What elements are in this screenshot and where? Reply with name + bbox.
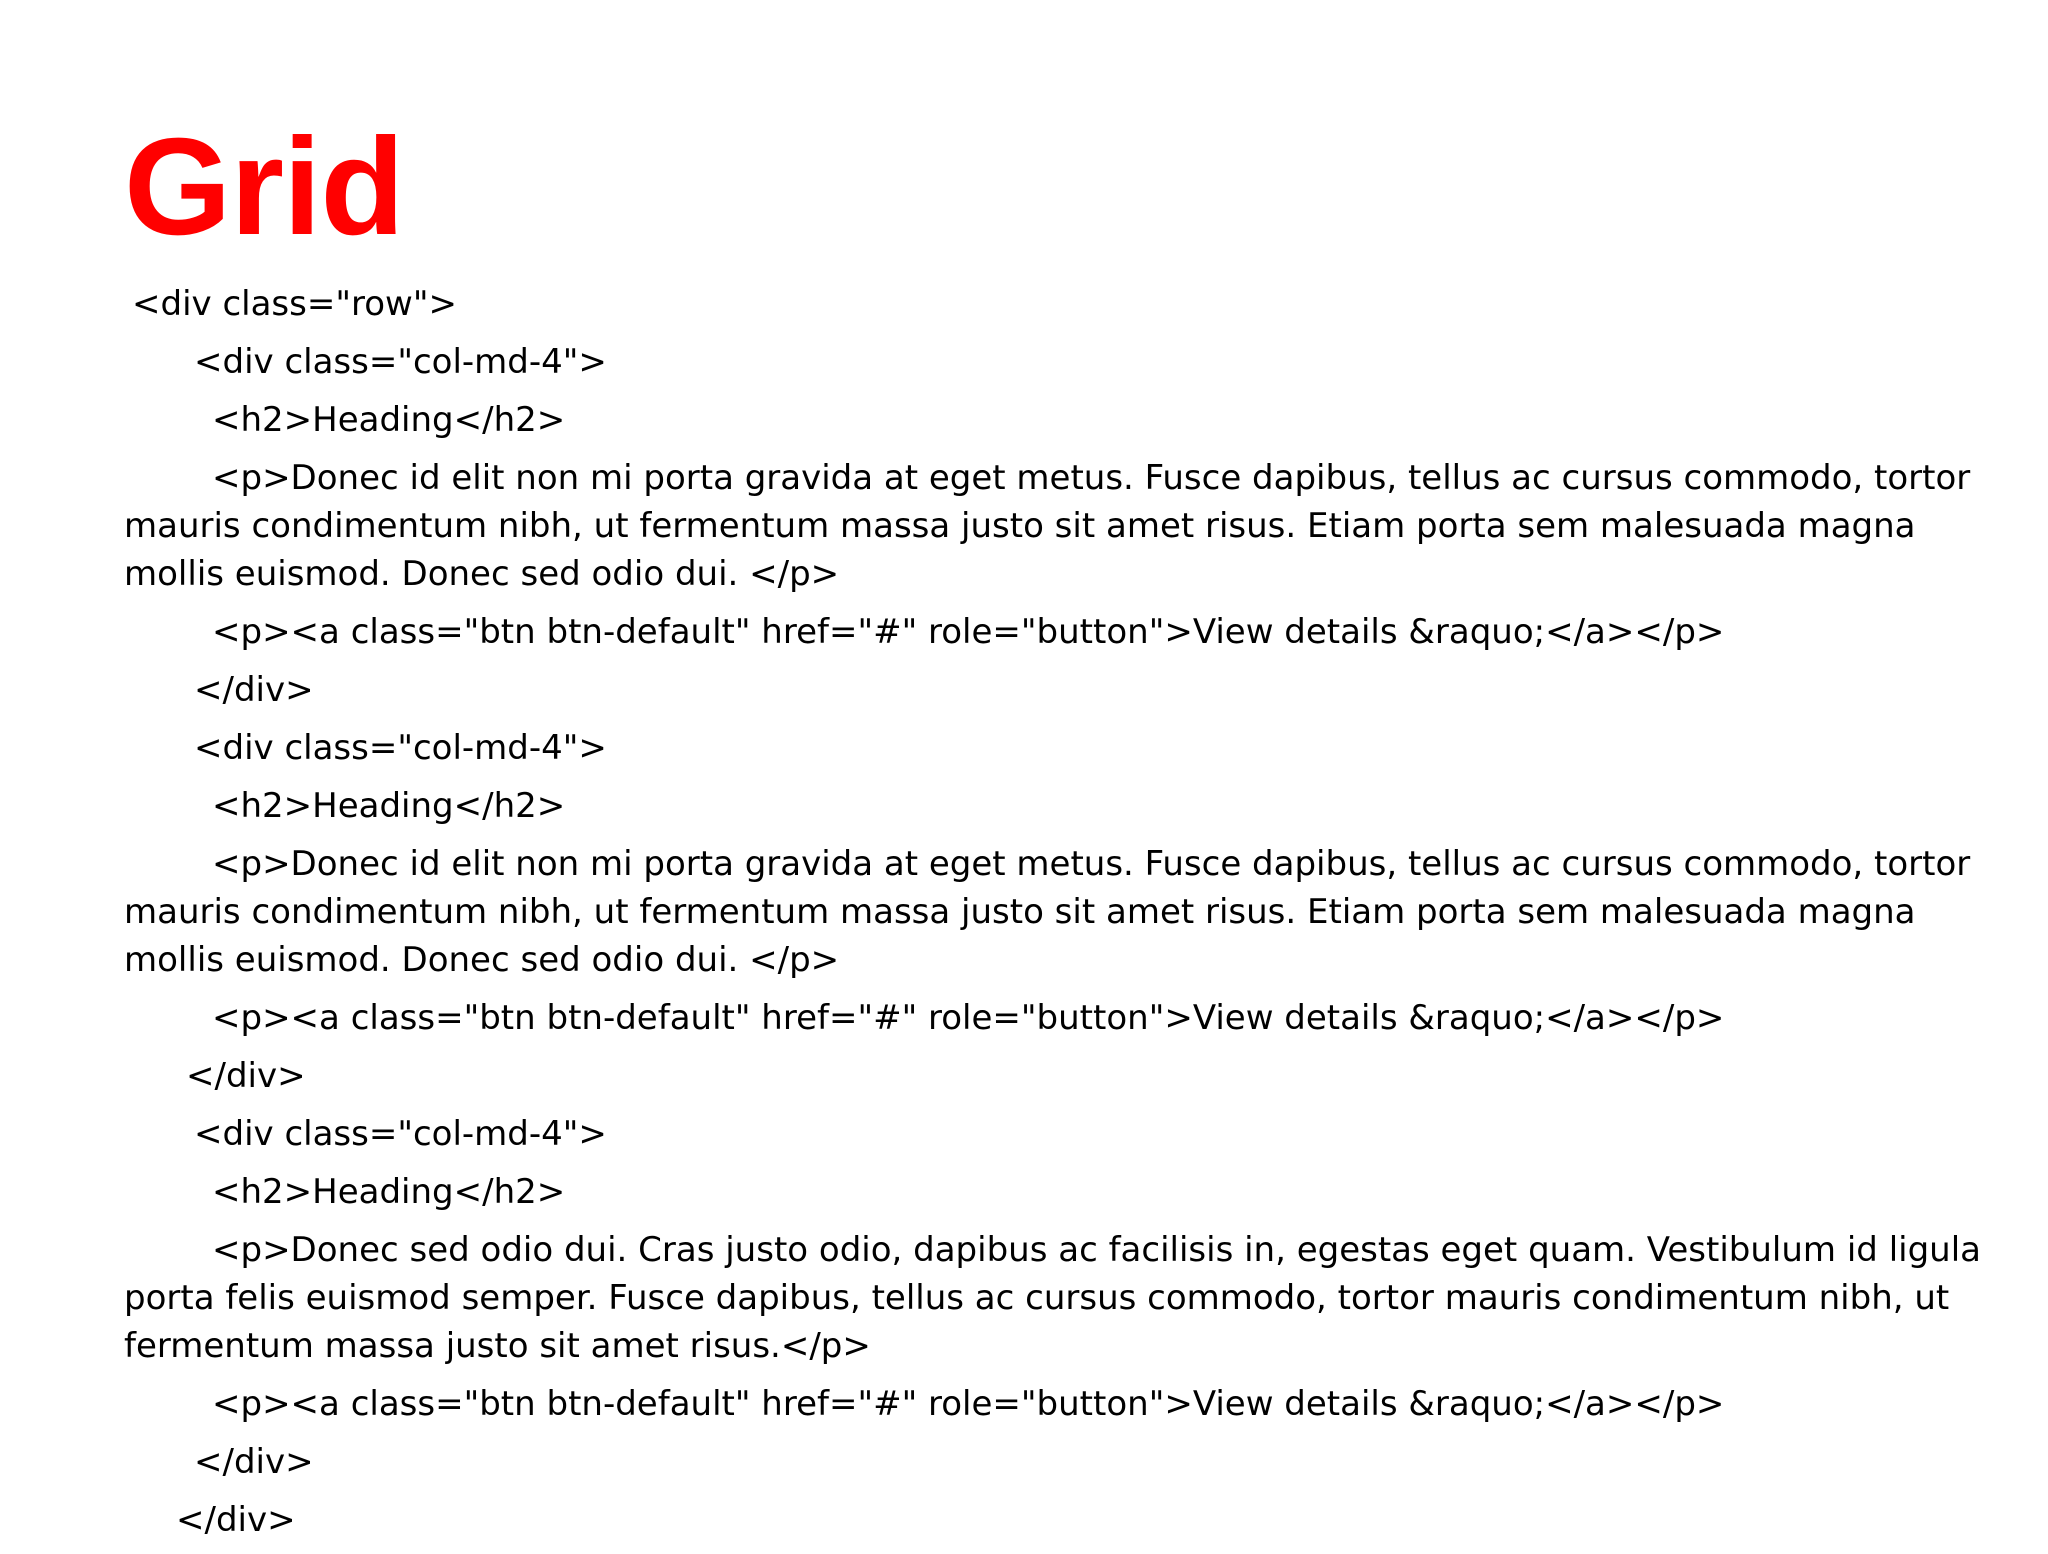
code-line: <p>Donec id elit non mi porta gravida at eget metus. Fusce dapibus, tellus ac cursus commodo, tortor mauris condimentum nibh, ut fermentum massa justo sit amet risus. Etiam porta sem malesuada magna mollis euismod. Donec sed odio dui. </p> [124, 458, 1982, 594]
code-line: </div> [194, 1442, 314, 1482]
code-line: <h2>Heading</h2> [212, 786, 566, 826]
code-line: <p><a class="btn btn-default" href="#" role="button">View details &raquo;</a></p> [212, 1384, 1725, 1424]
code-listing [124, 280, 2004, 1554]
code-line: <div class="row"> [132, 284, 457, 324]
code-line: <h2>Heading</h2> [212, 400, 566, 440]
code-line: <p>Donec id elit non mi porta gravida at eget metus. Fusce dapibus, tellus ac cursus commodo, tortor mauris condimentum nibh, ut fermentum massa justo sit amet risus. Etiam porta sem malesuada magna mollis euismod. Donec sed odio dui. </p> [124, 844, 1982, 980]
code-line: <p><a class="btn btn-default" href="#" role="button">View details &raquo;</a></p> [212, 998, 1725, 1038]
code-line: <p><a class="btn btn-default" href="#" role="button">View details &raquo;</a></p> [212, 612, 1725, 652]
code-line: <p>Donec sed odio dui. Cras justo odio, dapibus ac facilisis in, egestas eget quam. Vestibulum id ligula porta felis euismod semper. Fusce dapibus, tellus ac cursus commodo, tortor mauris condimentum nibh, ut fermentum massa justo sit amet risus.</p> [124, 1230, 1992, 1366]
code-line: <h2>Heading</h2> [212, 1172, 566, 1212]
code-line: </div> [194, 670, 314, 710]
code-line: <div class="col-md-4"> [194, 1114, 607, 1154]
code-line: <div class="col-md-4"> [194, 342, 607, 382]
code-line: </div> [186, 1056, 306, 1096]
slide-title: Grid [124, 110, 404, 264]
code-line: </div> [176, 1500, 296, 1540]
code-line: <div class="col-md-4"> [194, 728, 607, 768]
